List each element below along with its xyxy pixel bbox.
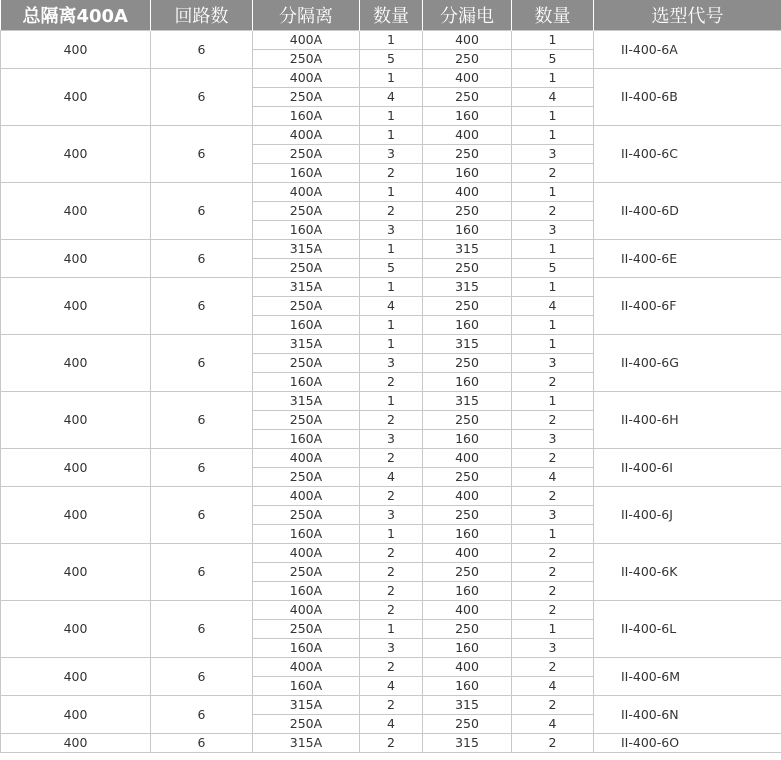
isolator-quantity-cell: 2 bbox=[360, 563, 423, 582]
table-row bbox=[1, 126, 781, 145]
rcd-quantity-cell: 4 bbox=[512, 88, 594, 107]
branch-isolator-cell: 315A bbox=[253, 240, 360, 259]
isolator-quantity-cell: 1 bbox=[360, 126, 423, 145]
circuits-cell: 6 bbox=[151, 449, 253, 487]
branch-isolator-cell: 400A bbox=[253, 126, 360, 145]
rcd-quantity-cell: 2 bbox=[512, 164, 594, 183]
branch-isolator-cell: 250A bbox=[253, 202, 360, 221]
branch-rcd-cell: 400 bbox=[423, 69, 512, 88]
rcd-quantity-cell: 1 bbox=[512, 31, 594, 50]
branch-isolator-cell: 400A bbox=[253, 31, 360, 50]
isolator-quantity-cell: 3 bbox=[360, 639, 423, 658]
header-rcd-quantity: 数量 bbox=[512, 0, 594, 31]
table-row bbox=[1, 31, 781, 50]
isolator-quantity-cell: 1 bbox=[360, 278, 423, 297]
table-row bbox=[1, 183, 781, 202]
branch-isolator-cell: 160A bbox=[253, 164, 360, 183]
model-code-cell: II-400-6C bbox=[594, 126, 781, 183]
rcd-quantity-cell: 3 bbox=[512, 639, 594, 658]
branch-rcd-cell: 160 bbox=[423, 525, 512, 544]
rcd-quantity-cell: 2 bbox=[512, 411, 594, 430]
table-row bbox=[1, 69, 781, 88]
model-code-cell: II-400-6J bbox=[594, 487, 781, 544]
circuits-cell: 6 bbox=[151, 126, 253, 183]
circuits-cell: 6 bbox=[151, 696, 253, 734]
isolator-quantity-cell: 4 bbox=[360, 677, 423, 696]
branch-isolator-cell: 315A bbox=[253, 696, 360, 715]
circuits-cell: 6 bbox=[151, 601, 253, 658]
circuits-cell: 6 bbox=[151, 335, 253, 392]
model-code-cell: II-400-6I bbox=[594, 449, 781, 487]
rcd-quantity-cell: 2 bbox=[512, 449, 594, 468]
rcd-quantity-cell: 4 bbox=[512, 677, 594, 696]
rcd-quantity-cell: 2 bbox=[512, 563, 594, 582]
branch-rcd-cell: 160 bbox=[423, 316, 512, 335]
isolator-quantity-cell: 2 bbox=[360, 202, 423, 221]
branch-isolator-cell: 160A bbox=[253, 107, 360, 126]
main-isolator-cell: 400 bbox=[1, 183, 151, 240]
model-code-cell: II-400-6O bbox=[594, 734, 781, 753]
isolator-quantity-cell: 2 bbox=[360, 373, 423, 392]
branch-rcd-cell: 315 bbox=[423, 335, 512, 354]
header-branch-isolator: 分隔离 bbox=[253, 0, 360, 31]
branch-isolator-cell: 250A bbox=[253, 506, 360, 525]
circuits-cell: 6 bbox=[151, 734, 253, 753]
isolator-quantity-cell: 4 bbox=[360, 715, 423, 734]
table-row bbox=[1, 487, 781, 506]
branch-rcd-cell: 315 bbox=[423, 392, 512, 411]
rcd-quantity-cell: 2 bbox=[512, 544, 594, 563]
branch-rcd-cell: 250 bbox=[423, 50, 512, 69]
branch-rcd-cell: 250 bbox=[423, 468, 512, 487]
branch-isolator-cell: 160A bbox=[253, 525, 360, 544]
branch-rcd-cell: 250 bbox=[423, 88, 512, 107]
rcd-quantity-cell: 3 bbox=[512, 221, 594, 240]
main-isolator-cell: 400 bbox=[1, 696, 151, 734]
circuits-cell: 6 bbox=[151, 544, 253, 601]
circuits-cell: 6 bbox=[151, 278, 253, 335]
model-code-cell: II-400-6K bbox=[594, 544, 781, 601]
branch-rcd-cell: 315 bbox=[423, 696, 512, 715]
table-row bbox=[1, 449, 781, 468]
branch-isolator-cell: 160A bbox=[253, 221, 360, 240]
branch-isolator-cell: 160A bbox=[253, 373, 360, 392]
branch-rcd-cell: 160 bbox=[423, 639, 512, 658]
branch-rcd-cell: 315 bbox=[423, 734, 512, 753]
branch-isolator-cell: 250A bbox=[253, 620, 360, 639]
branch-isolator-cell: 250A bbox=[253, 145, 360, 164]
model-code-cell: II-400-6F bbox=[594, 278, 781, 335]
main-isolator-cell: 400 bbox=[1, 69, 151, 126]
table-row bbox=[1, 278, 781, 297]
main-isolator-cell: 400 bbox=[1, 544, 151, 601]
rcd-quantity-cell: 2 bbox=[512, 487, 594, 506]
branch-isolator-cell: 250A bbox=[253, 563, 360, 582]
model-code-cell: II-400-6H bbox=[594, 392, 781, 449]
table-row bbox=[1, 544, 781, 563]
rcd-quantity-cell: 3 bbox=[512, 145, 594, 164]
branch-isolator-cell: 400A bbox=[253, 183, 360, 202]
model-code-cell: II-400-6A bbox=[594, 31, 781, 69]
header-main-isolator: 总隔离400A bbox=[1, 0, 151, 31]
main-isolator-cell: 400 bbox=[1, 335, 151, 392]
branch-rcd-cell: 250 bbox=[423, 620, 512, 639]
main-isolator-cell: 400 bbox=[1, 601, 151, 658]
rcd-quantity-cell: 1 bbox=[512, 620, 594, 639]
branch-rcd-cell: 400 bbox=[423, 126, 512, 145]
isolator-quantity-cell: 2 bbox=[360, 449, 423, 468]
branch-isolator-cell: 400A bbox=[253, 449, 360, 468]
branch-rcd-cell: 250 bbox=[423, 715, 512, 734]
isolator-quantity-cell: 3 bbox=[360, 506, 423, 525]
branch-rcd-cell: 250 bbox=[423, 354, 512, 373]
branch-rcd-cell: 250 bbox=[423, 202, 512, 221]
branch-rcd-cell: 250 bbox=[423, 259, 512, 278]
branch-isolator-cell: 160A bbox=[253, 639, 360, 658]
table-row bbox=[1, 240, 781, 259]
rcd-quantity-cell: 1 bbox=[512, 183, 594, 202]
main-isolator-cell: 400 bbox=[1, 126, 151, 183]
branch-rcd-cell: 160 bbox=[423, 221, 512, 240]
branch-rcd-cell: 250 bbox=[423, 506, 512, 525]
branch-isolator-cell: 400A bbox=[253, 544, 360, 563]
circuits-cell: 6 bbox=[151, 240, 253, 278]
header-model-code: 选型代号 bbox=[594, 0, 781, 31]
rcd-quantity-cell: 5 bbox=[512, 259, 594, 278]
rcd-quantity-cell: 2 bbox=[512, 658, 594, 677]
rcd-quantity-cell: 1 bbox=[512, 69, 594, 88]
isolator-quantity-cell: 3 bbox=[360, 430, 423, 449]
main-isolator-cell: 400 bbox=[1, 449, 151, 487]
branch-isolator-cell: 315A bbox=[253, 734, 360, 753]
isolator-quantity-cell: 2 bbox=[360, 582, 423, 601]
branch-rcd-cell: 400 bbox=[423, 183, 512, 202]
rcd-quantity-cell: 4 bbox=[512, 468, 594, 487]
circuits-cell: 6 bbox=[151, 487, 253, 544]
rcd-quantity-cell: 2 bbox=[512, 373, 594, 392]
branch-isolator-cell: 250A bbox=[253, 354, 360, 373]
model-code-cell: II-400-6D bbox=[594, 183, 781, 240]
branch-rcd-cell: 400 bbox=[423, 601, 512, 620]
isolator-quantity-cell: 3 bbox=[360, 145, 423, 164]
branch-isolator-cell: 250A bbox=[253, 411, 360, 430]
circuits-cell: 6 bbox=[151, 69, 253, 126]
branch-isolator-cell: 400A bbox=[253, 658, 360, 677]
branch-isolator-cell: 160A bbox=[253, 582, 360, 601]
rcd-quantity-cell: 1 bbox=[512, 126, 594, 145]
rcd-quantity-cell: 3 bbox=[512, 506, 594, 525]
main-isolator-cell: 400 bbox=[1, 487, 151, 544]
isolator-quantity-cell: 5 bbox=[360, 259, 423, 278]
table-row bbox=[1, 392, 781, 411]
rcd-quantity-cell: 1 bbox=[512, 335, 594, 354]
branch-isolator-cell: 160A bbox=[253, 316, 360, 335]
branch-isolator-cell: 250A bbox=[253, 259, 360, 278]
table-row bbox=[1, 601, 781, 620]
table-row bbox=[1, 734, 781, 753]
isolator-quantity-cell: 1 bbox=[360, 335, 423, 354]
isolator-quantity-cell: 4 bbox=[360, 468, 423, 487]
branch-rcd-cell: 160 bbox=[423, 107, 512, 126]
branch-isolator-cell: 250A bbox=[253, 50, 360, 69]
rcd-quantity-cell: 1 bbox=[512, 278, 594, 297]
table-row bbox=[1, 696, 781, 715]
branch-rcd-cell: 250 bbox=[423, 411, 512, 430]
branch-rcd-cell: 400 bbox=[423, 658, 512, 677]
branch-rcd-cell: 315 bbox=[423, 278, 512, 297]
circuits-cell: 6 bbox=[151, 183, 253, 240]
isolator-quantity-cell: 1 bbox=[360, 525, 423, 544]
main-isolator-cell: 400 bbox=[1, 31, 151, 69]
branch-isolator-cell: 315A bbox=[253, 392, 360, 411]
isolator-quantity-cell: 2 bbox=[360, 544, 423, 563]
isolator-quantity-cell: 1 bbox=[360, 183, 423, 202]
circuits-cell: 6 bbox=[151, 31, 253, 69]
model-code-cell: II-400-6G bbox=[594, 335, 781, 392]
isolator-quantity-cell: 2 bbox=[360, 658, 423, 677]
model-code-cell: II-400-6B bbox=[594, 69, 781, 126]
branch-rcd-cell: 315 bbox=[423, 240, 512, 259]
isolator-quantity-cell: 1 bbox=[360, 316, 423, 335]
rcd-quantity-cell: 3 bbox=[512, 430, 594, 449]
branch-isolator-cell: 250A bbox=[253, 468, 360, 487]
rcd-quantity-cell: 2 bbox=[512, 582, 594, 601]
circuits-cell: 6 bbox=[151, 658, 253, 696]
branch-rcd-cell: 160 bbox=[423, 582, 512, 601]
branch-rcd-cell: 160 bbox=[423, 373, 512, 392]
rcd-quantity-cell: 4 bbox=[512, 715, 594, 734]
rcd-quantity-cell: 3 bbox=[512, 354, 594, 373]
main-isolator-cell: 400 bbox=[1, 240, 151, 278]
rcd-quantity-cell: 4 bbox=[512, 297, 594, 316]
branch-rcd-cell: 400 bbox=[423, 449, 512, 468]
rcd-quantity-cell: 1 bbox=[512, 392, 594, 411]
isolator-quantity-cell: 2 bbox=[360, 164, 423, 183]
isolator-quantity-cell: 1 bbox=[360, 620, 423, 639]
model-code-cell: II-400-6L bbox=[594, 601, 781, 658]
branch-isolator-cell: 315A bbox=[253, 278, 360, 297]
branch-rcd-cell: 250 bbox=[423, 563, 512, 582]
branch-rcd-cell: 160 bbox=[423, 164, 512, 183]
isolator-quantity-cell: 3 bbox=[360, 221, 423, 240]
main-isolator-cell: 400 bbox=[1, 392, 151, 449]
branch-isolator-cell: 160A bbox=[253, 430, 360, 449]
rcd-quantity-cell: 2 bbox=[512, 202, 594, 221]
branch-isolator-cell: 315A bbox=[253, 335, 360, 354]
model-code-cell: II-400-6E bbox=[594, 240, 781, 278]
rcd-quantity-cell: 1 bbox=[512, 316, 594, 335]
model-code-cell: II-400-6M bbox=[594, 658, 781, 696]
branch-rcd-cell: 160 bbox=[423, 430, 512, 449]
isolator-quantity-cell: 1 bbox=[360, 240, 423, 259]
circuits-cell: 6 bbox=[151, 392, 253, 449]
model-code-cell: II-400-6N bbox=[594, 696, 781, 734]
header-isolator-quantity: 数量 bbox=[360, 0, 423, 31]
header-branch-rcd: 分漏电 bbox=[423, 0, 512, 31]
rcd-quantity-cell: 2 bbox=[512, 696, 594, 715]
table-row bbox=[1, 658, 781, 677]
rcd-quantity-cell: 2 bbox=[512, 601, 594, 620]
branch-rcd-cell: 160 bbox=[423, 677, 512, 696]
main-isolator-cell: 400 bbox=[1, 278, 151, 335]
isolator-quantity-cell: 3 bbox=[360, 354, 423, 373]
header-circuits: 回路数 bbox=[151, 0, 253, 31]
branch-rcd-cell: 250 bbox=[423, 145, 512, 164]
rcd-quantity-cell: 1 bbox=[512, 107, 594, 126]
branch-rcd-cell: 400 bbox=[423, 544, 512, 563]
rcd-quantity-cell: 2 bbox=[512, 734, 594, 753]
branch-isolator-cell: 250A bbox=[253, 715, 360, 734]
table-body bbox=[1, 31, 781, 753]
isolator-quantity-cell: 4 bbox=[360, 297, 423, 316]
branch-rcd-cell: 400 bbox=[423, 31, 512, 50]
branch-isolator-cell: 400A bbox=[253, 601, 360, 620]
branch-isolator-cell: 400A bbox=[253, 69, 360, 88]
isolator-quantity-cell: 2 bbox=[360, 601, 423, 620]
branch-rcd-cell: 400 bbox=[423, 487, 512, 506]
rcd-quantity-cell: 5 bbox=[512, 50, 594, 69]
isolator-quantity-cell: 1 bbox=[360, 392, 423, 411]
rcd-quantity-cell: 1 bbox=[512, 240, 594, 259]
rcd-quantity-cell: 1 bbox=[512, 525, 594, 544]
isolator-quantity-cell: 1 bbox=[360, 69, 423, 88]
isolator-quantity-cell: 2 bbox=[360, 696, 423, 715]
branch-isolator-cell: 250A bbox=[253, 88, 360, 107]
branch-isolator-cell: 160A bbox=[253, 677, 360, 696]
table-row bbox=[1, 335, 781, 354]
main-isolator-cell: 400 bbox=[1, 658, 151, 696]
isolator-quantity-cell: 2 bbox=[360, 734, 423, 753]
branch-rcd-cell: 250 bbox=[423, 297, 512, 316]
isolator-quantity-cell: 1 bbox=[360, 107, 423, 126]
branch-isolator-cell: 250A bbox=[253, 297, 360, 316]
isolator-quantity-cell: 2 bbox=[360, 411, 423, 430]
isolator-quantity-cell: 5 bbox=[360, 50, 423, 69]
main-isolator-cell: 400 bbox=[1, 734, 151, 753]
branch-isolator-cell: 400A bbox=[253, 487, 360, 506]
isolator-quantity-cell: 2 bbox=[360, 487, 423, 506]
header-row bbox=[1, 0, 781, 31]
isolator-quantity-cell: 1 bbox=[360, 31, 423, 50]
isolator-quantity-cell: 4 bbox=[360, 88, 423, 107]
